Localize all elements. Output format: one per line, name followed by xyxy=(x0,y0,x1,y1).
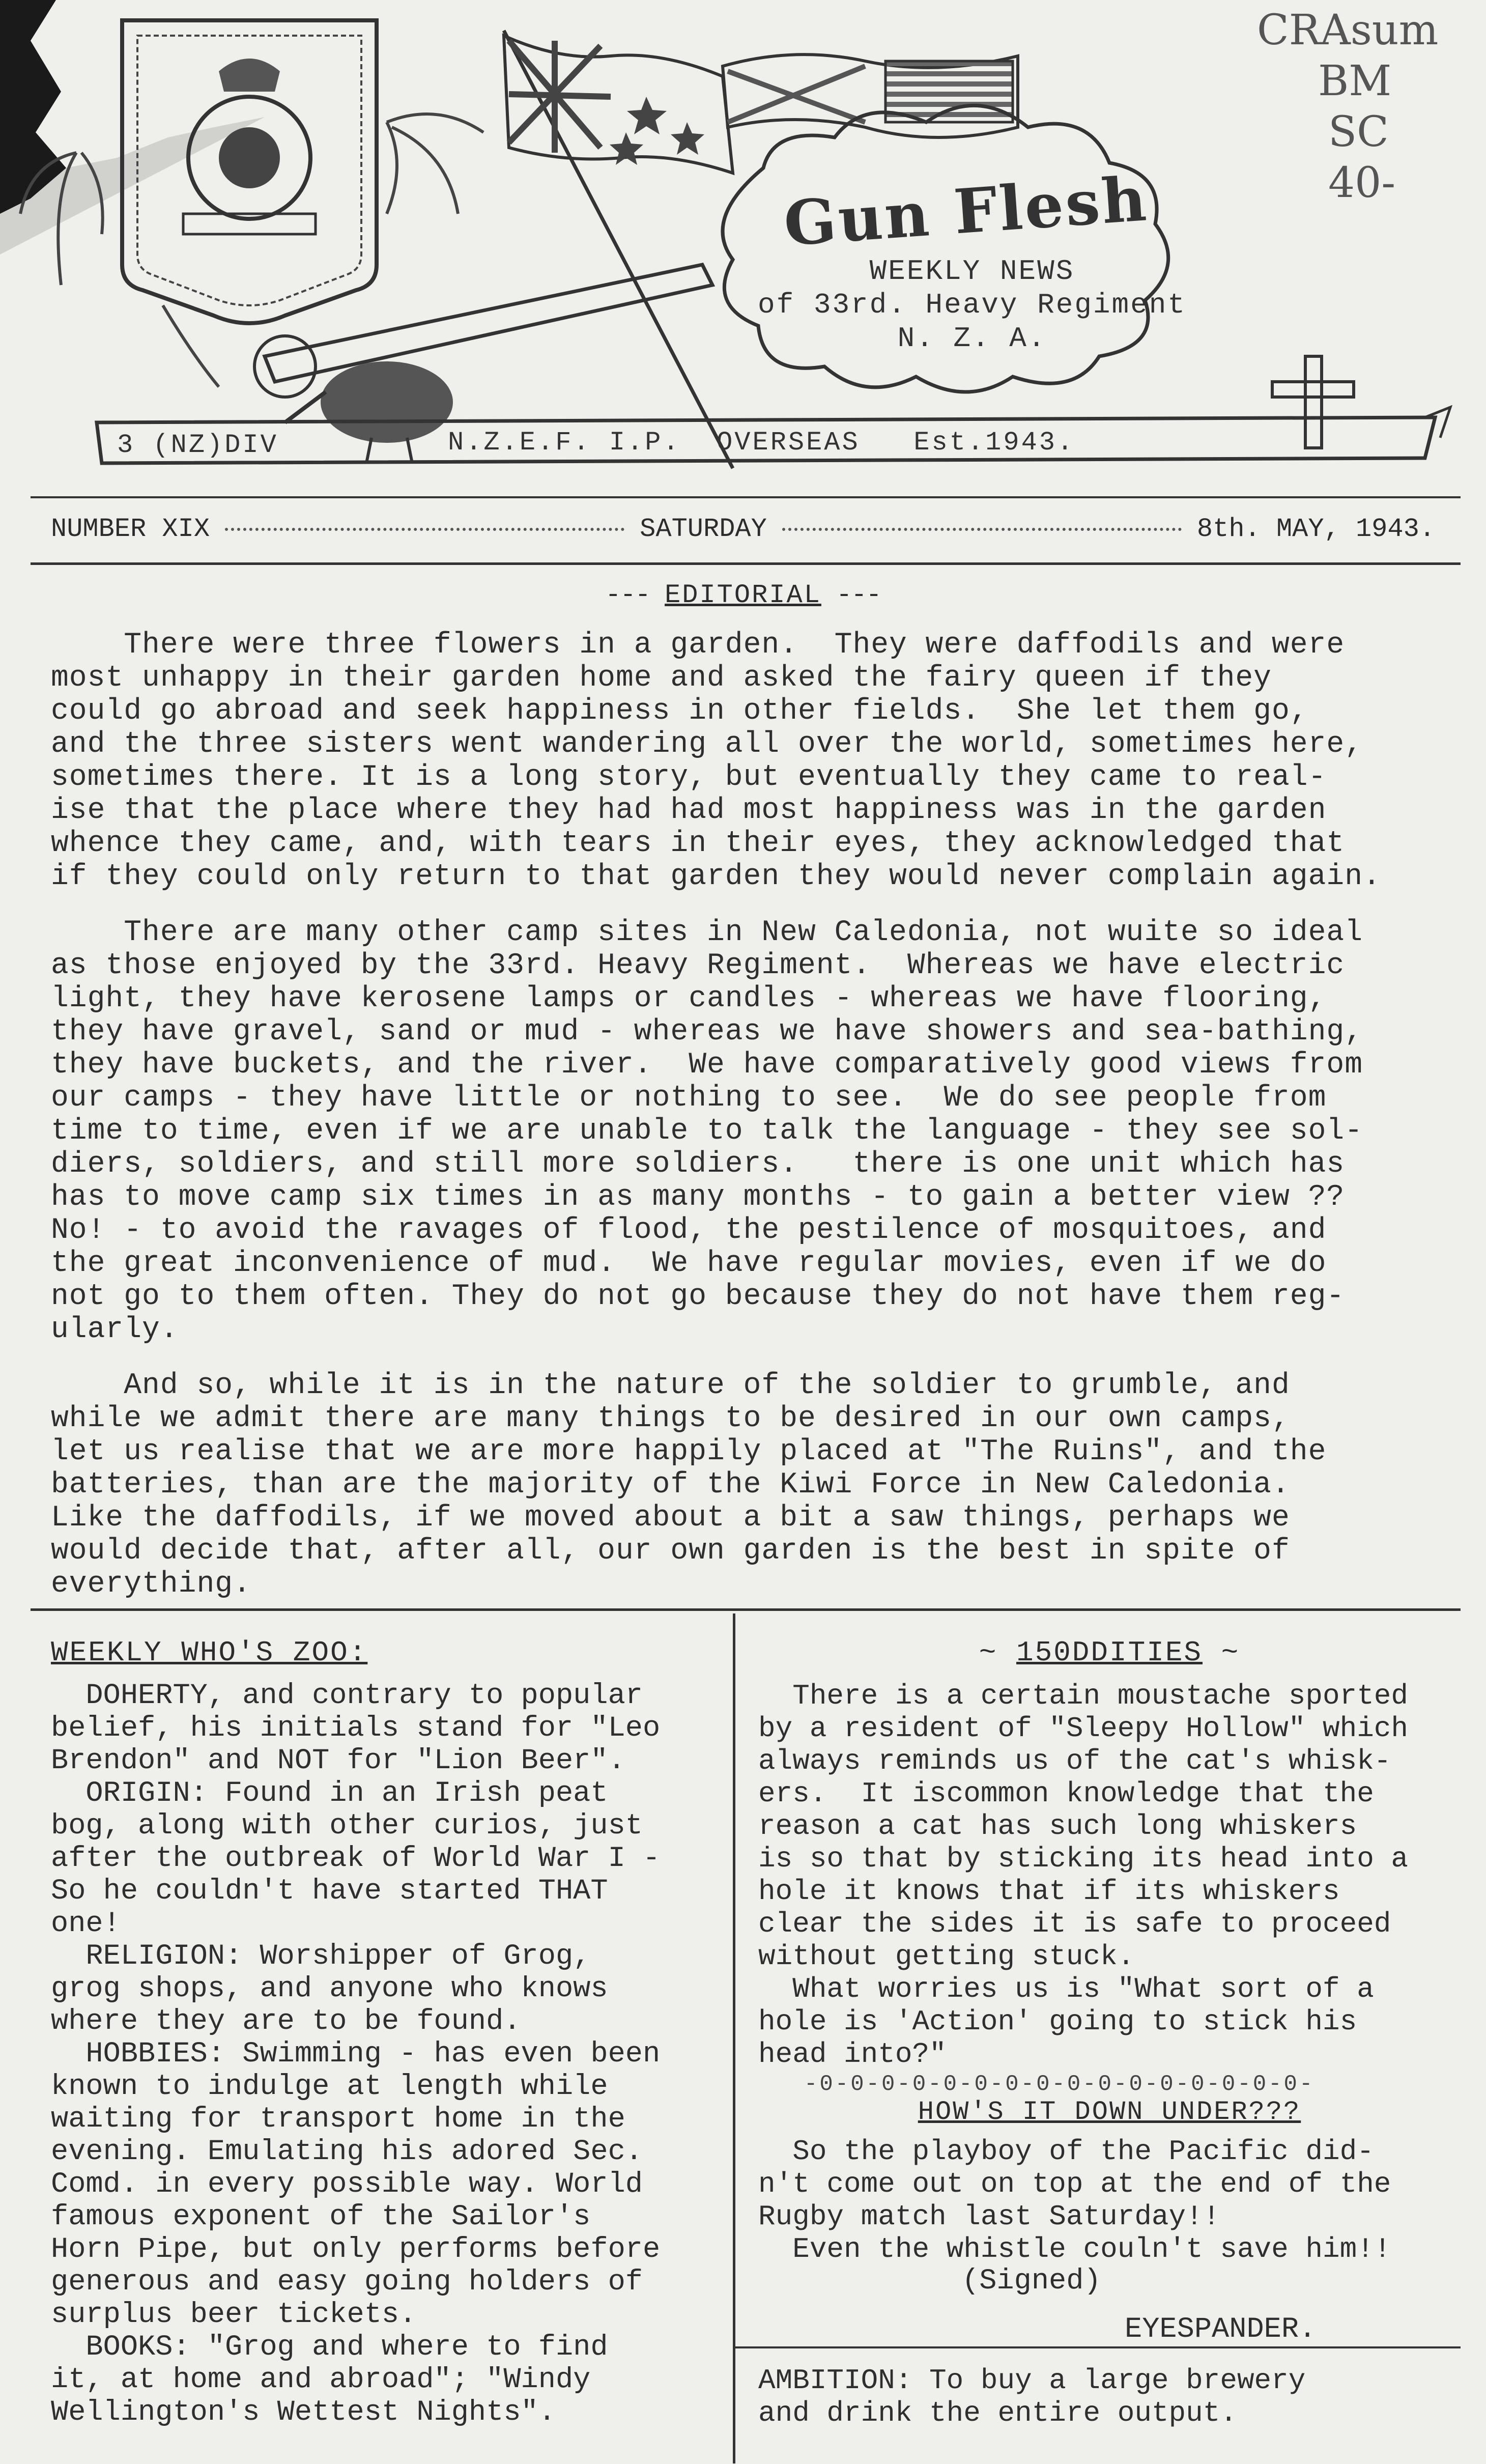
note-line: 40- xyxy=(1328,159,1396,207)
down-under-heading: HOW'S IT DOWN UNDER??? xyxy=(918,2097,1301,2127)
crest-icon xyxy=(122,20,377,323)
issue-line xyxy=(51,514,1435,544)
section-rule xyxy=(31,1608,1461,1611)
oddities-heading: ~ 150DDITIES ~ xyxy=(979,1636,1240,1669)
dotted-divider xyxy=(782,528,1182,531)
handwritten-note xyxy=(1226,5,1471,209)
oddities-separator: -0-0-0-0-0-0-0-0-0-0-0-0-0-0-0-0- xyxy=(804,2072,1315,2097)
issue-day: SATURDAY xyxy=(640,514,767,544)
ambition-rule xyxy=(735,2346,1461,2348)
signed-label: (Signed) xyxy=(962,2265,1101,2298)
kiwi-icon xyxy=(285,361,453,463)
editorial-heading-text: EDITORIAL xyxy=(665,580,821,610)
oddities-heading-text: 150DDITIES xyxy=(1016,1636,1203,1669)
subtitle-line: of 33rd. Heavy Regiment xyxy=(758,289,1186,321)
top-rule xyxy=(31,496,1461,498)
subtitle-line: N. Z. A. xyxy=(897,322,1047,355)
column-divider xyxy=(733,1613,735,2463)
banner-text: N.Z.E.F. I.P. OVERSEAS Est.1943. xyxy=(448,428,1075,458)
oddities-text: There is a certain moustache sported by a resident of "Sleepy Hollow" which always reminds us of the cat's whisk- ers. It iscommon knowledge that the reason a cat has such long whiskers is so that by sticking its head into a hole it knows that if its whiskers clear the sides it is safe to proceed without getting stuck. What worries us is "What sort of a hole is 'Action' going to stick his head into?" xyxy=(758,1680,1409,2071)
issue-rule xyxy=(31,562,1461,565)
signer-name: EYESPANDER. xyxy=(1125,2313,1317,2346)
editorial-paragraph-1: There were three flowers in a garden. They were daffodils and were most unhappy in their garden home and asked the fairy queen if they could go abroad and seek happiness in other fields. She let them go, and the three sisters went wandering all over the world, sometimes here, sometimes there. It is a long story, but eventually they came to real- ise that the place where they had had most happiness was in the garden whence they came, and, with tears in their eyes, they acknowledged that if they could only return to that garden they would never complain again. xyxy=(51,629,1381,893)
whos-zoo-heading: WEEKLY WHO'S ZOO: xyxy=(51,1636,368,1669)
subtitle-line: WEEKLY NEWS xyxy=(869,255,1075,288)
editorial-paragraph-3: And so, while it is in the nature of the soldier to grumble, and while we admit there are many things to be desired in our own camps, let us realise that we are more happily placed at "The Ruins", and the batteries, than are the majority of the Kiwi Force in New Caledonia. Like the daffodils, if we moved about a bit a saw things, perhaps we would decide that, after all, our own garden is the best in spite of everything. xyxy=(51,1369,1327,1601)
note-line: BM xyxy=(1318,57,1392,105)
note-line: SC xyxy=(1328,108,1389,156)
dotted-divider xyxy=(225,528,624,531)
editorial-heading: --- EDITORIAL --- xyxy=(605,580,881,610)
ambition-text: AMBITION: To buy a large brewery and drink the entire output. xyxy=(758,2364,1306,2429)
cross-icon xyxy=(1272,356,1354,448)
division-label: 3 (NZ)DIV xyxy=(117,430,278,460)
flags-icon xyxy=(504,36,1018,173)
editorial-paragraph-2: There are many other camp sites in New Caledonia, not wuite so ideal as those enjoyed by the 33rd. Heavy Regiment. Whereas we have electric light, they have kerosene lamps or candles - whereas we have flooring, they have gravel, sand or mud - whereas we have showers and sea-bathing, they have buckets, and the river. We have comparatively good views from our camps - they have little or nothing to see. We do see people from time to time, even if we are unable to talk the language - they see sol- diers, soldiers, and still more soldiers. there is one unit which has has to move camp six times in as many months - to gain a better view ?? No! - to avoid the ravages of flood, the pestilence of mosquitoes, and the great inconvenience of mud. We have regular movies, even if we do not go to them often. They do not go because they do not have them reg- ularly. xyxy=(51,916,1363,1346)
issue-date: 8th. MAY, 1943. xyxy=(1196,514,1435,544)
masthead-title: Gun Flesh xyxy=(781,163,1151,260)
whos-zoo-text: DOHERTY, and contrary to popular belief, his initials stand for "Leo Brendon" and NOT for "Lion Beer". ORIGIN: Found in an Irish peat bog, along with other curios, just after the outbreak of World War I - So he couldn't have started THAT one! RELIGION: Worshipper of Grog, grog shops, and anyone who knows where they are to be found. HOBBIES: Swimming - has even been known to indulge at length while waiting for transport home in the evening. Emulating his adored Sec. Comd. in every possible way. World famous exponent of the Sailor's Horn Pipe, but only performs before generous and easy going holders of surplus beer tickets. BOOKS: "Grog and where to find it, at home and abroad"; "Windy Wellington's Wettest Nights". xyxy=(51,1680,661,2429)
masthead-subtitle xyxy=(728,254,1216,355)
issue-number: NUMBER XIX xyxy=(51,514,210,544)
down-under-text: So the playboy of the Pacific did- n't come out on top at the end of the Rugby match last Saturday!! Even the whistle couln't save him!! xyxy=(758,2135,1391,2265)
note-line: CRAsum xyxy=(1257,6,1439,54)
